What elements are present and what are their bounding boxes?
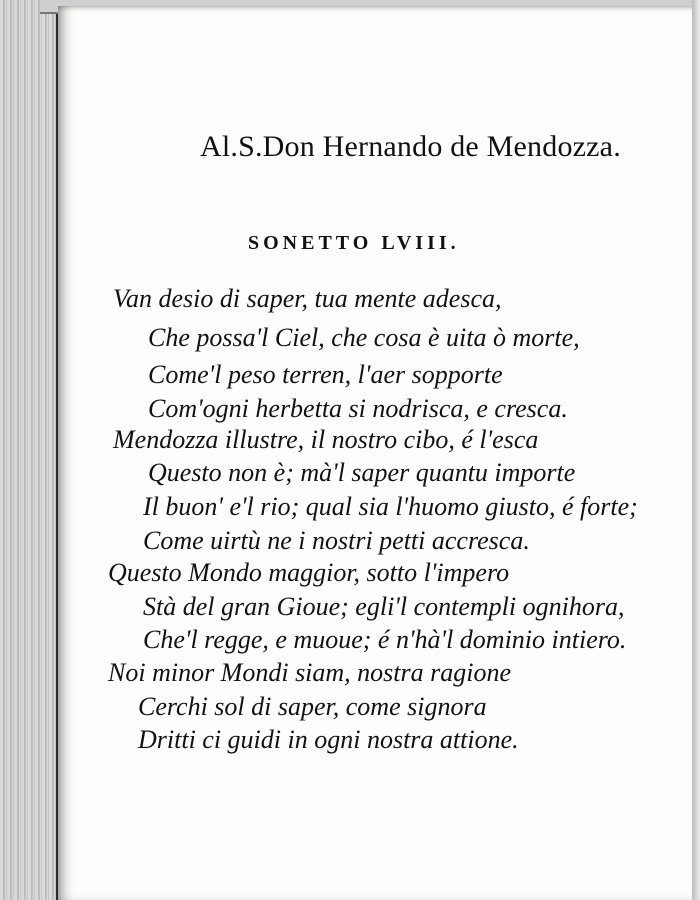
sonnet-line: Van desio di saper, tua mente adesca, [113,284,502,313]
sonnet-line: Come uirtù ne i nostri petti accresca. [143,526,530,555]
dedication-heading: Al.S.Don Hernando de Mendozza. [200,130,621,163]
sonnet-line: Che'l regge, e muoue; é n'hà'l dominio intiero. [143,625,627,654]
sonnet-line: Noi minor Mondi siam, nostra ragione [108,658,512,687]
sonnet-title: SONETTO LVIII. [248,232,460,254]
sonnet-line: Stà del gran Gioue; egli'l contempli ognihora, [143,592,625,621]
sonnet-line: Che possa'l Ciel, che cosa è uita ò morte, [148,323,580,352]
book-page-edges [0,0,60,900]
book-right-edge [692,0,700,900]
sonnet-line: Com'ogni herbetta si nodrisca, e cresca. [148,394,568,423]
sonnet-line: Mendozza illustre, il nostro cibo, é l'esca [113,425,539,454]
sonnet-line: Questo non è; mà'l saper quantu importe [148,458,576,487]
sonnet-line: Dritti ci guidi in ogni nostra attione. [138,725,519,754]
sonnet-line: Cerchi sol di saper, come signora [138,692,487,721]
sonnet-line: Il buon' e'l rio; qual sia l'huomo giusto, é forte; [143,492,638,521]
sonnet-line: Come'l peso terren, l'aer sopporte [148,360,503,389]
sonnet-line: Questo Mondo maggior, sotto l'impero [108,558,510,587]
